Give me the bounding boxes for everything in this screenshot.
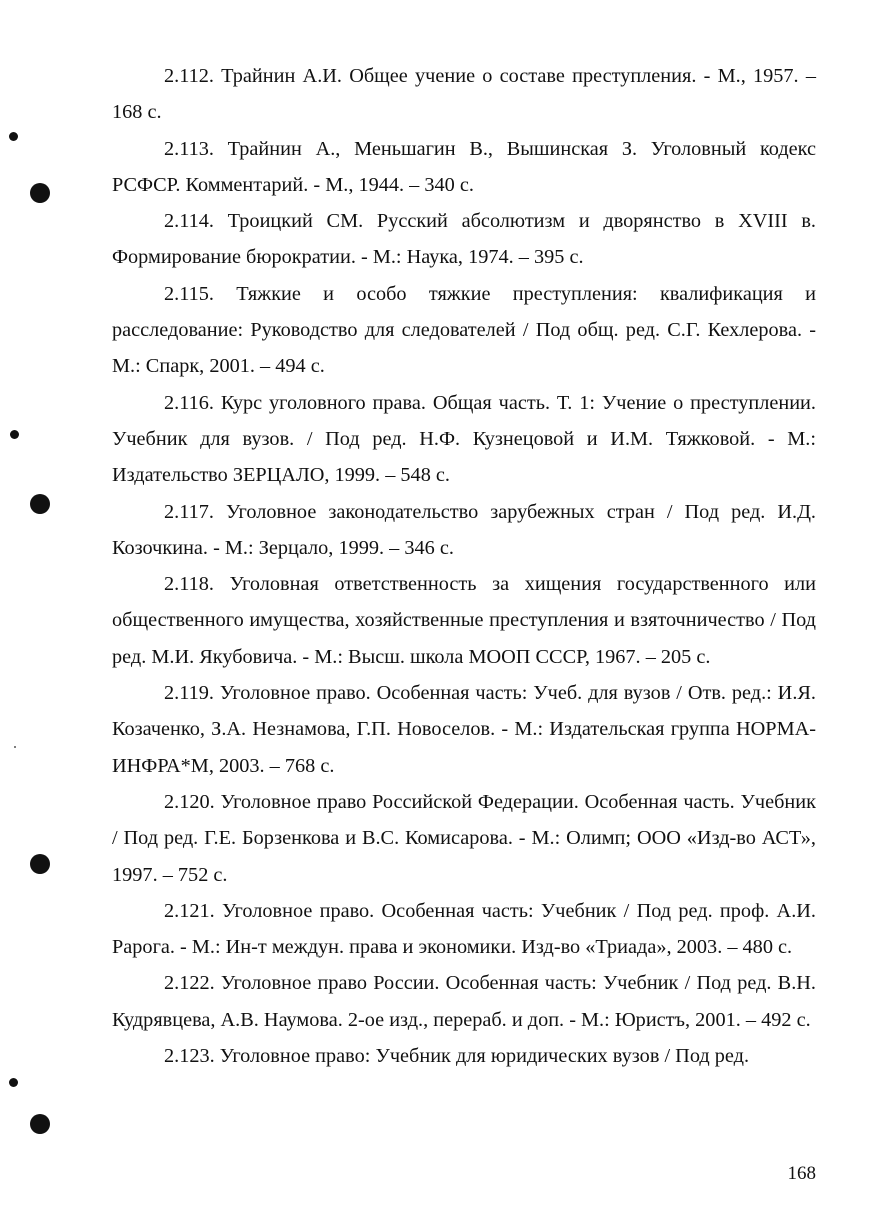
reference-entry: 2.122. Уголовное право России. Особенная часть: Учебник / Под ред. В.Н. Кудрявцева, А.В. Наумова. 2-ое изд., перераб. и доп. - М.: Юристъ, 2001. – 492 с. bbox=[112, 972, 816, 1031]
reference-entry: 2.120. Уголовное право Российской Федерации. Особенная часть. Учебник / Под ред. Г.Е. Борзенкова и В.С. Комисарова. - М.: Олимп; ООО «Изд-во АСТ», 1997. – 752 с. bbox=[112, 790, 816, 886]
reference-entry: 2.119. Уголовное право. Особенная часть: Учеб. для вузов / Отв. ред.: И.Я. Козаченко, З.А. Незнамова, Г.П. Новоселов. - М.: Издательская группа НОРМА- ИНФРА*М, 2003. – 768 с. bbox=[112, 682, 816, 777]
punch-hole-mark bbox=[30, 183, 50, 203]
punch-hole-mark bbox=[30, 494, 50, 514]
reference-entry: 2.117. Уголовное законодательство зарубежных стран / Под ред. И.Д. Козочкина. - М.: Зерцало, 1999. – 346 с. bbox=[112, 500, 816, 559]
reference-entry: 2.112. Трайнин А.И. Общее учение о составе преступления. - М., 1957. – 168 с. bbox=[112, 65, 816, 124]
punch-hole-mark bbox=[30, 854, 50, 874]
reference-entry: 2.123. Уголовное право: Учебник для юридических вузов / Под ред. bbox=[164, 1045, 750, 1068]
page-number: 168 bbox=[787, 1163, 816, 1184]
reference-entry: 2.121. Уголовное право. Особенная часть: Учебник / Под ред. проф. А.И. Рарога. - М.: Ин-т междун. права и экономики. Изд-во «Триада», 2003. – 480 с. bbox=[112, 899, 816, 959]
scan-speck bbox=[14, 746, 16, 748]
punch-hole-mark bbox=[30, 1114, 50, 1134]
reference-entry: 2.116. Курс уголовного права. Общая часть. Т. 1: Учение о преступлении. Учебник для вузов. / Под ред. Н.Ф. Кузнецовой и И.М. Тяжковой. - М.: Издательство ЗЕРЦАЛО, 1999. – 548 с. bbox=[112, 391, 816, 487]
punch-hole-mark bbox=[9, 132, 18, 141]
punch-hole-mark bbox=[10, 430, 19, 439]
reference-entry: 2.114. Троицкий СМ. Русский абсолютизм и дворянство в XVIII в. Формирование бюрократии. - М.: Наука, 1974. – 395 с. bbox=[112, 210, 816, 269]
reference-list bbox=[112, 58, 816, 1074]
reference-entry: 2.115. Тяжкие и особо тяжкие преступления: квалификация и расследование: Руководство для следователей / Под общ. ред. С.Г. Кехлерова. - М.: Спарк, 2001. – 494 с. bbox=[112, 282, 816, 378]
punch-hole-mark bbox=[9, 1078, 18, 1087]
reference-entry: 2.118. Уголовная ответственность за хищения государственного или общественного имущества, хозяйственные преступления и взяточничество / Под ред. М.И. Якубовича. - М.: Высш. школа МООП СССР, 1967. – 205 с. bbox=[112, 573, 816, 668]
reference-entry: 2.113. Трайнин А., Меньшагин В., Вышинская З. Уголовный кодекс РСФСР. Комментарий. - М., 1944. – 340 с. bbox=[112, 137, 816, 196]
